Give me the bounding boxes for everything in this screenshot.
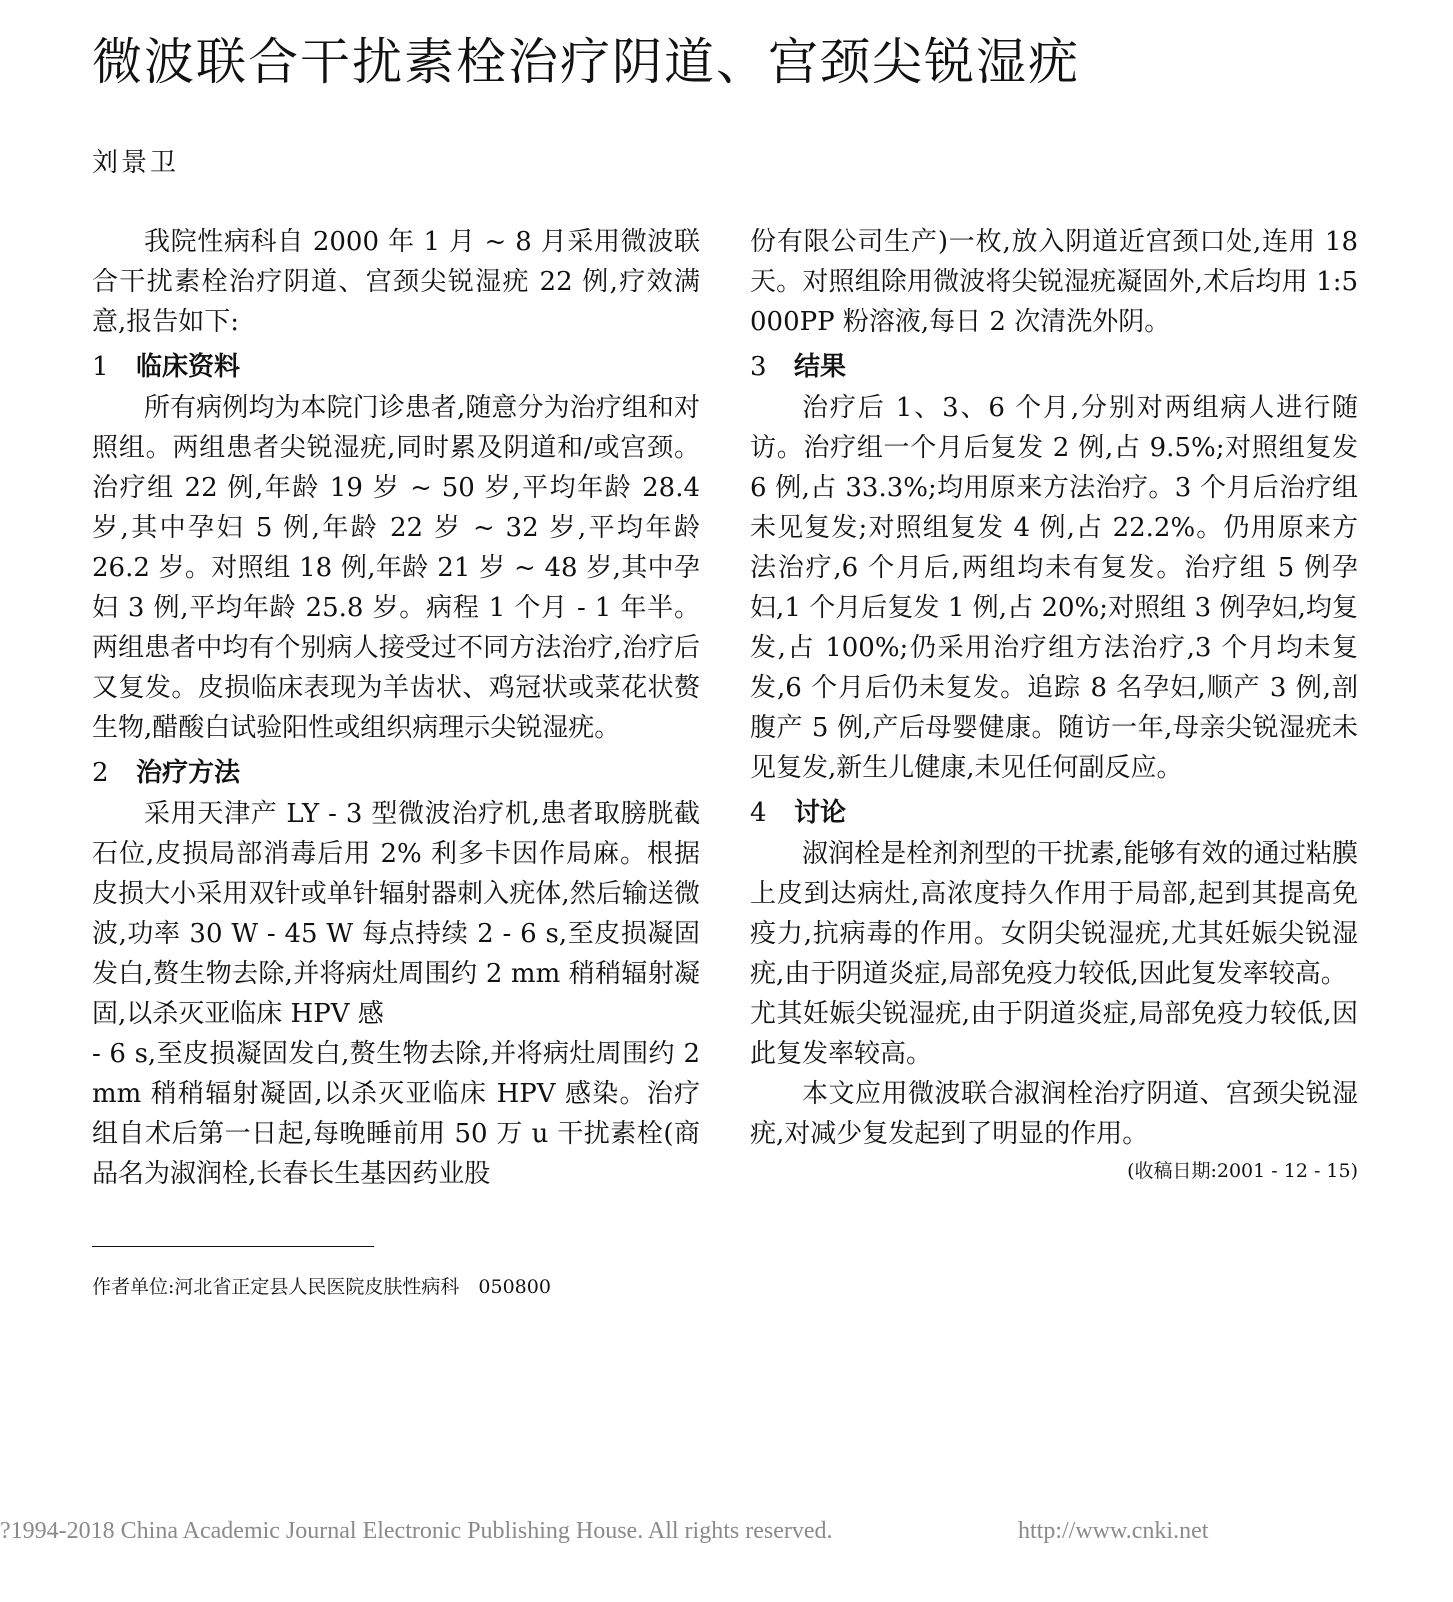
section-title: 讨论 <box>794 798 847 828</box>
right-column <box>750 222 1358 1186</box>
page-title: 微波联合干扰素栓治疗阴道、宫颈尖锐湿疣 <box>92 33 1080 91</box>
section-heading-results <box>750 350 1358 384</box>
section-number: 3 <box>750 352 767 382</box>
discussion-paragraph: 淑润栓是栓剂剂型的干扰素,能够有效的通过粘膜上皮到达病灶,高浓度持久作用于局部,起到其提高免疫力,抗病毒的作用。女阴尖锐湿疣,尤其妊娠尖锐湿疣,由于阴道炎症,局部免疫力较低,因此复发率较高。 <box>750 839 1358 989</box>
section-number: 1 <box>92 352 109 382</box>
treatment-paragraph-end: 份有限公司生产)一枚,放入阴道近宫颈口处,连用 18 天。对照组除用微波将尖锐湿疣凝固外,术后均用 1:5 000PP 粉溶液,每日 2 次清洗外阴。 <box>750 227 1358 337</box>
section-title: 结果 <box>794 352 847 382</box>
treatment-paragraph: 采用天津产 LY - 3 型微波治疗机,患者取膀胱截石位,皮损局部消毒后用 2% 利多卡因作局麻。根据皮损大小采用双针或单针辐射器刺入疣体,然后输送微波,功率 30 W - 45 W 每点持续 2 - 6 s,至皮损凝固发白,赘生物去除,并将病灶周围约 2 mm 稍稍辐射凝固,以杀灭亚临床 HPV 感 <box>92 799 700 1029</box>
clinical-data-paragraph: 所有病例均为本院门诊患者,随意分为治疗组和对照组。两组患者尖锐湿疣,同时累及阴道和/或宫颈。治疗组 22 例,年龄 19 岁 ~ 50 岁,平均年龄 28.4 岁,其中孕妇 5 例,年龄 22 岁 ~ 32 岁,平均年龄 26.2 岁。对照组 18 例,年龄 21 岁 ~ 48 岁,其中孕妇 3 例,平均年龄 25.8 岁。病程 1 个月 - 1 年半。两组患者中均有个别病人接受过不同方法治疗,治疗后又复发。皮损临床表现为羊齿状、鸡冠状或菜花状赘生物,醋酸白试验阳性或组织病理示尖锐湿疣。 <box>92 393 700 743</box>
section-heading-discussion <box>750 796 1358 830</box>
results-paragraph: 治疗后 1、3、6 个月,分别对两组病人进行随访。治疗组一个月后复发 2 例,占 9.5%;对照组复发 6 例,占 33.3%;均用原来方法治疗。3 个月后治疗组未见复发;对照组复发 4 例,占 22.2%。仍用原来方法治疗,6 个月后,两组均未有复发。治疗组 5 例孕妇,1 个月后复发 1 例,占 20%;对照组 3 例孕妇,均复发,占 100%;仍采用治疗组方法治疗,3 个月均未复发,6 个月后仍未复发。追踪 8 名孕妇,顺产 3 例,剖腹产 5 例,产后母婴健康。随访一年,母亲尖锐湿疣未见复发,新生儿健康,未见任何副反应。 <box>750 393 1358 783</box>
conclusion-paragraph: 本文应用微波联合淑润栓治疗阴道、宫颈尖锐湿疣,对减少复发起到了明显的作用。 <box>750 1079 1358 1149</box>
received-date: (收稿日期:2001 - 12 - 15) <box>1127 1160 1358 1182</box>
section-number: 4 <box>750 798 767 828</box>
footnote-divider <box>92 1246 374 1247</box>
discussion-paragraph-duplicate: 尤其妊娠尖锐湿疣,由于阴道炎症,局部免疫力较低,因此复发率较高。 <box>750 999 1358 1069</box>
section-number: 2 <box>92 758 109 788</box>
section-heading-clinical-data <box>92 350 700 384</box>
author-affiliation: 作者单位:河北省正定县人民医院皮肤性病科 050800 <box>92 1276 551 1298</box>
section-title: 临床资料 <box>136 352 241 382</box>
treatment-paragraph-continued: - 6 s,至皮损凝固发白,赘生物去除,并将病灶周围约 2 mm 稍稍辐射凝固,以杀灭亚临床 HPV 感染。治疗组自术后第一日起,每晚睡前用 50 万 u 干扰素栓(商品名为淑润栓,长春长生基因药业股 <box>92 1039 700 1189</box>
copyright-notice: ?1994-2018 China Academic Journal Electronic Publishing House. All rights reserved. <box>0 1518 833 1544</box>
section-title: 治疗方法 <box>136 758 241 788</box>
publisher-url: http://www.cnki.net <box>1018 1518 1209 1544</box>
intro-paragraph: 我院性病科自 2000 年 1 月 ~ 8 月采用微波联合干扰素栓治疗阴道、宫颈尖锐湿疣 22 例,疗效满意,报告如下: <box>92 227 700 337</box>
section-heading-treatment-method <box>92 756 700 790</box>
author-name: 刘景卫 <box>92 148 180 178</box>
left-column <box>92 222 700 1194</box>
